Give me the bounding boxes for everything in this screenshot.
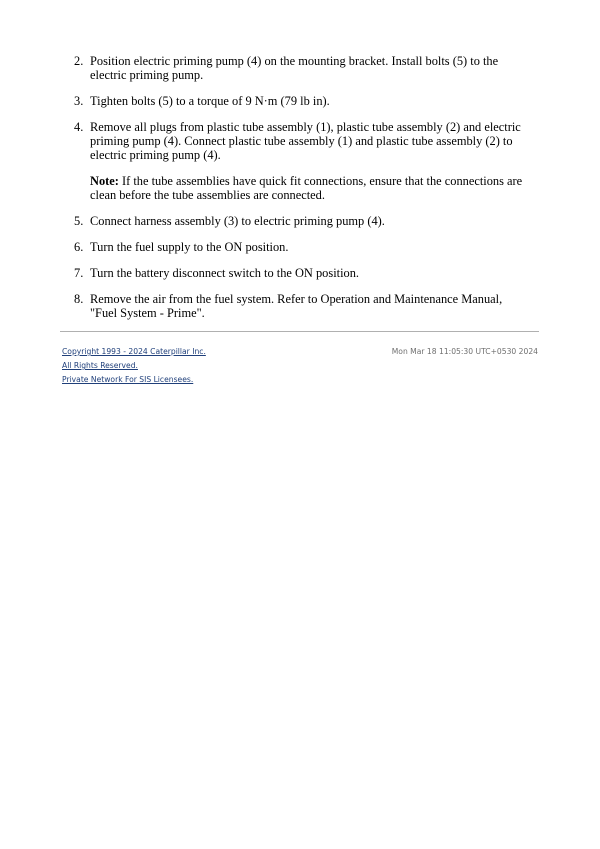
step-text: Tighten bolts (5) to a torque of 9 N·m (79 lb in). [90,94,330,108]
step-number: 3. [74,94,84,108]
step-text: Remove all plugs from plastic tube assembly (1), plastic tube assembly (2) and electric priming pump (4). Connect plastic tube assembly (1) and plastic tube assembly (2) to electric priming pump (4). [90,120,521,162]
step-2 [60,54,530,82]
step-text: Turn the fuel supply to the ON position. [90,240,289,254]
step-number: 6. [74,240,84,254]
step-4 [60,120,530,202]
procedure-steps [60,54,530,332]
note-text: If the tube assemblies have quick fit connections, ensure that the connections are clean before the tube assemblies are connected. [90,174,523,202]
step-number: 2. [74,54,84,68]
step-text: Position electric priming pump (4) on the mounting bracket. Install bolts (5) to the electric priming pump. [90,54,499,82]
step-number: 5. [74,214,84,228]
note-label: Note: [90,174,119,188]
footer-links [62,345,206,387]
step-text: Remove the air from the fuel system. Refer to Operation and Maintenance Manual, "Fuel System - Prime". [90,292,503,320]
step-number: 4. [74,120,84,134]
timestamp: Mon Mar 18 11:05:30 UTC+0530 2024 [391,347,538,356]
step-6 [60,240,530,254]
step-5 [60,214,530,228]
note [90,174,530,202]
private-network-link[interactable]: Private Network For SIS Licensees. [62,375,194,384]
rights-link[interactable]: All Rights Reserved. [62,361,138,370]
step-text: Connect harness assembly (3) to electric priming pump (4). [90,214,385,228]
step-number: 7. [74,266,84,280]
footer-divider [60,331,539,332]
step-7 [60,266,530,280]
copyright-link[interactable]: Copyright 1993 - 2024 Caterpillar Inc. [62,347,206,356]
page-footer [62,345,538,387]
step-number: 8. [74,292,84,306]
step-3 [60,94,530,108]
step-text: Turn the battery disconnect switch to the ON position. [90,266,360,280]
step-8 [60,292,530,320]
